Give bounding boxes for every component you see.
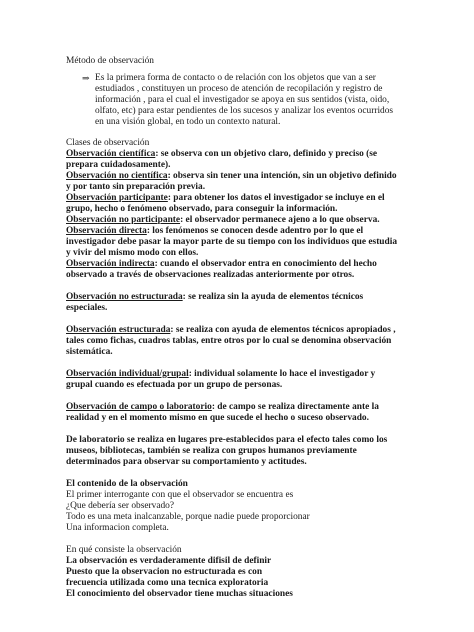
paragraph-line: Observación individual/grupal: individual solamente lo hace el investigador y [66, 369, 376, 379]
bullet-line: Es la primera forma de contacto o de relación con los objetos que van a ser [95, 73, 376, 83]
section-title-clases: Clases de observación [66, 138, 150, 148]
paragraph-line: El conocimiento del observador tiene muchas situaciones [66, 589, 293, 599]
document-heading: Método de observación [66, 56, 154, 66]
paragraph-line: Todo es una meta inalcanzable, porque nadie puede proporcionar [66, 512, 310, 522]
clases-line: prepara cuidadosamente). [66, 160, 171, 170]
paragraph-line: tales como fichas, cuadros tablas, entre otros por lo cual se denomina observación [66, 336, 392, 346]
paragraph-line: realidad y en el momento mismo en que sucede el hecho o suceso observado. [66, 413, 369, 423]
term-no-cientifica: Observación no científica [66, 171, 168, 181]
clases-line: Observación participante: para obtener los datos el investigador se incluye en el [66, 193, 385, 203]
paragraph-line: especiales. [66, 303, 108, 313]
term-individual-grupal: Observación individual/grupal [66, 369, 189, 379]
bullet-line: en una visión global, en todo un contexto natural. [95, 117, 281, 127]
clases-line: y por tanto sin preparación previa. [66, 182, 206, 192]
term-directa: Observación directa [66, 226, 147, 236]
clases-line: Observación directa: los fenómenos se conocen desde adentro por lo que el [66, 226, 364, 236]
bullet-line: estudiados , constituyen un proceso de atención de recopilación y registro de [95, 84, 383, 94]
paragraph-line: grupal cuando es efectuada por un grupo de personas. [66, 380, 283, 390]
term-campo-laboratorio: Observación de campo o laboratorio [66, 402, 212, 412]
term-cientifica: Observación científica [66, 149, 156, 159]
clases-line: Observación indirecta: cuando el observador entra en conocimiento del hecho [66, 259, 377, 269]
term-no-estructurada: Observación no estructurada [66, 292, 183, 302]
clases-line: grupo, hecho o fenómeno observado, para conseguir la información. [66, 204, 338, 214]
paragraph-line: determinados para observar su comportamiento y actitudes. [66, 457, 307, 467]
term-indirecta: Observación indirecta [66, 259, 155, 269]
paragraph-line: sistemática. [66, 347, 113, 357]
clases-line: Observación científica: se observa con un objetivo claro, definido y preciso (se [66, 149, 378, 159]
paragraph-line: El primer interrogante con que el observador se encuentra es [66, 490, 294, 500]
term-estructurada: Observación estructurada [66, 325, 171, 335]
bullet-line: olfato, etc) para estar pendientes de los sucesos y analizar los eventos ocurridos [95, 106, 394, 116]
paragraph-line: museos, bibliotecas, también se realiza con grupos humanos previamente [66, 446, 357, 456]
paragraph-line: Una informacion completa. [66, 523, 169, 533]
paragraph-line: Observación no estructurada: se realiza sin la ayuda de elementos técnicos [66, 292, 364, 302]
paragraph-line: De laboratorio se realiza en lugares pre-establecidos para el efecto tales como los [66, 435, 388, 445]
paragraph-line: Observación estructurada: se realiza con ayuda de elementos técnicos apropiados , [66, 325, 396, 335]
paragraph-line: Observación de campo o laboratorio: de campo se realiza directamente ante la [66, 402, 379, 412]
paragraph-line: La observación es verdaderamente difisil de definir [66, 556, 272, 566]
bullet-line: información , para el cual el investigador se apoya en sus sentidos (vista, oido, [95, 95, 390, 105]
clases-line: Observación no participante: el observador permanece ajeno a lo que observa. [66, 215, 380, 225]
clases-line: observado a través de observaciones realizadas anteriormente por otros. [66, 270, 355, 280]
section-title-consiste: En qué consiste la observación [66, 545, 182, 555]
arrow-bullet-icon: ⇒ [82, 73, 90, 83]
clases-line: Observación no científica: observa sin tener una intención, sin un objetivo definido [66, 171, 397, 181]
clases-line: y vivir del mismo modo con ellos. [66, 248, 199, 258]
term-participante: Observación participante [66, 193, 168, 203]
section-title-contenido: El contenido de la observación [66, 479, 188, 489]
clases-line: investigador debe pasar la mayor parte de su tiempo con los individuos que estudia [66, 237, 398, 247]
term-no-participante: Observación no participante [66, 215, 181, 225]
paragraph-line: Puesto que la observacion no estructurada es con [66, 567, 263, 577]
paragraph-line: frecuencia utilizada como una tecnica exploratoria [66, 578, 269, 588]
paragraph-line: ¿Que debería ser observado? [66, 501, 175, 511]
